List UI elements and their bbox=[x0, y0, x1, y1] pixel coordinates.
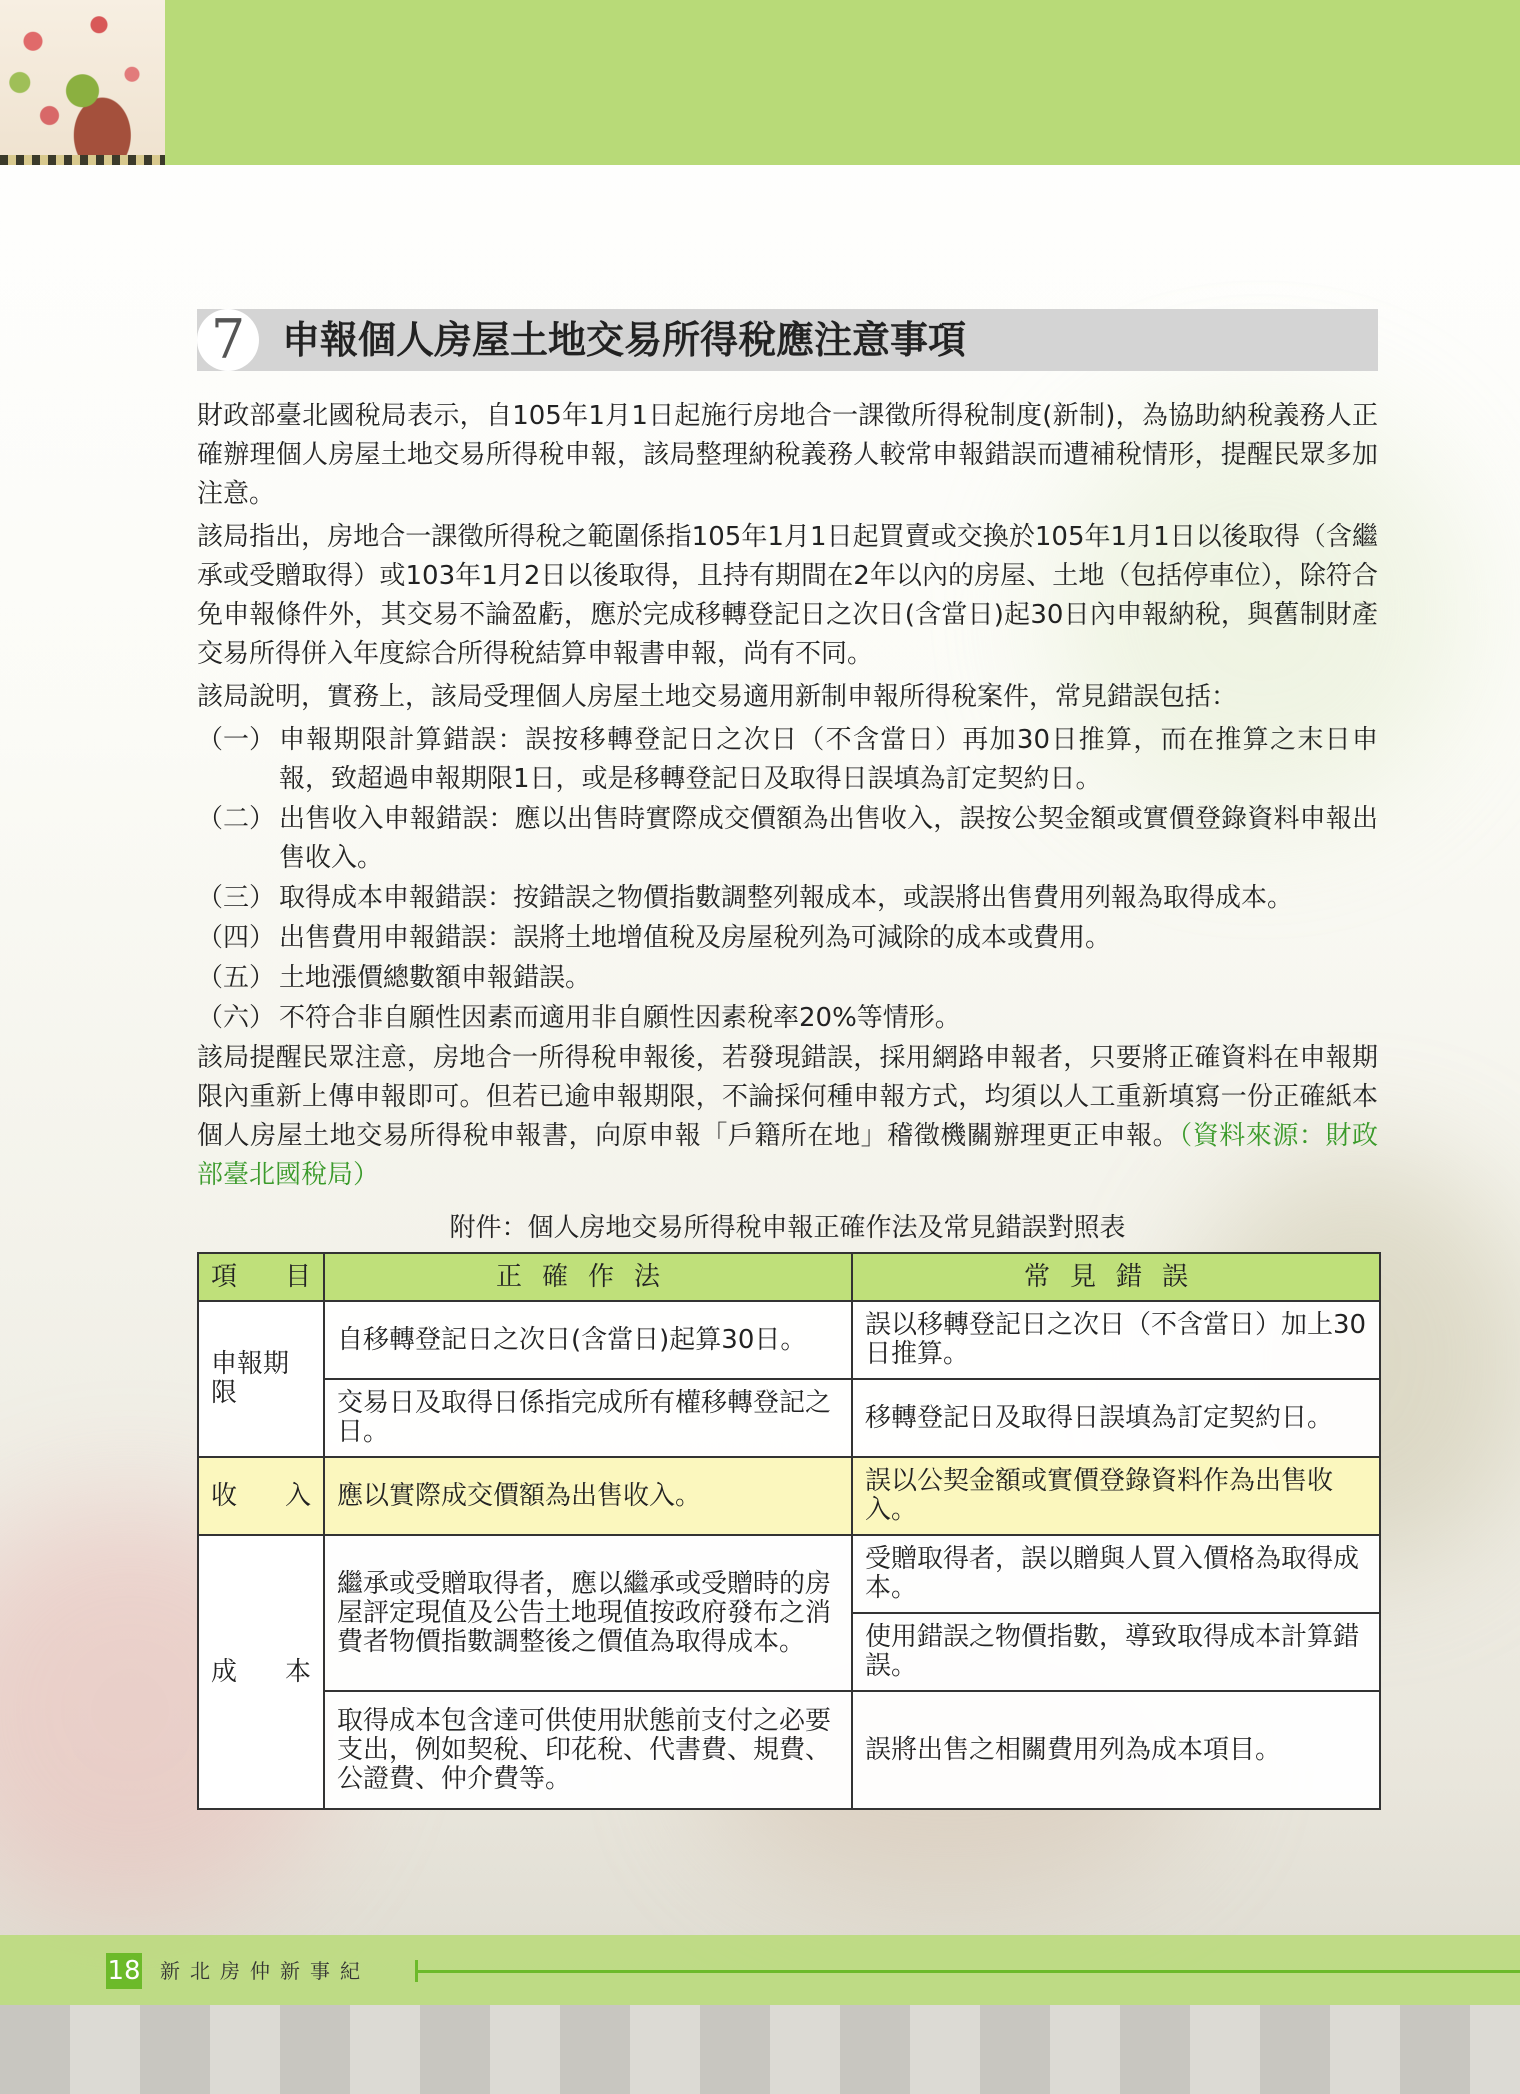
table-cell: 受贈取得者，誤以贈與人買入價格為取得成本。 bbox=[852, 1535, 1380, 1613]
table-cell: 移轉登記日及取得日誤填為訂定契約日。 bbox=[852, 1379, 1380, 1457]
table-caption: 附件：個人房地交易所得稅申報正確作法及常見錯誤對照表 bbox=[449, 1213, 1126, 1243]
list-item bbox=[197, 800, 1378, 878]
header-correct: 正確作法 bbox=[324, 1253, 852, 1301]
source-note: （資料來源：財政部臺北國稅局） bbox=[197, 1121, 1378, 1190]
category-char: 成 bbox=[211, 1656, 238, 1687]
list-number: （五） bbox=[197, 963, 276, 993]
list-number: （三） bbox=[197, 883, 276, 913]
list-text: 土地漲價總數額申報錯誤。 bbox=[279, 963, 592, 993]
flower-pot-photo bbox=[0, 0, 165, 165]
header-item: 項目 bbox=[198, 1253, 324, 1301]
table-row bbox=[198, 1379, 1380, 1457]
footer-decoration bbox=[0, 2005, 1520, 2094]
list-item bbox=[197, 959, 1378, 998]
intro-paragraph: 財政部臺北國稅局表示，自105年1月1日起施行房地合一課徵所得稅制度(新制)，為協助納稅義務人正確辦理個人房屋土地交易所得稅申報，該局整理納稅義務人較常申報錯誤而遭補稅情形，提醒民眾多加注意。 bbox=[197, 401, 1378, 509]
table-row bbox=[198, 1691, 1380, 1809]
list-text: 取得成本申報錯誤：按錯誤之物價指數調整列報成本，或誤將出售費用列報為取得成本。 bbox=[279, 883, 1294, 913]
list-number: （四） bbox=[197, 923, 276, 953]
table-row bbox=[198, 1301, 1380, 1379]
list-item bbox=[197, 721, 1378, 799]
table-header-row bbox=[198, 1253, 1380, 1301]
category-deadline: 申報期限 bbox=[198, 1301, 324, 1457]
list-text: 出售收入申報錯誤：應以出售時實際成交價額為出售收入，誤按公契金額或實價登錄資料申報出售收入。 bbox=[279, 804, 1378, 873]
list-number: （二） bbox=[197, 804, 276, 834]
table-cell: 誤以公契金額或實價登錄資料作為出售收入。 bbox=[852, 1457, 1380, 1535]
reference-table bbox=[197, 1252, 1381, 1810]
scope-paragraph: 該局指出，房地合一課徵所得稅之範圍係指105年1月1日起買賣或交換於105年1月1日以後取得（含繼承或受贈取得）或103年1月2日以後取得，且持有期間在2年以內的房屋、土地（包括停車位），除符合免申報條件外，其交易不論盈虧，應於完成移轉登記日之次日(含當日)起30日內申報納稅，與舊制財產交易所得併入年度綜合所得稅結算申報書申報，尚有不同。 bbox=[197, 522, 1378, 669]
list-number: （一） bbox=[197, 725, 276, 755]
page-number: 18 bbox=[106, 1953, 142, 1989]
header-error: 常見錯誤 bbox=[852, 1253, 1380, 1301]
category-cost bbox=[198, 1535, 324, 1809]
table-cell: 繼承或受贈取得者，應以繼承或受贈時的房屋評定現值及公告土地現值按政府發布之消費者物價指數調整後之價值為取得成本。 bbox=[324, 1535, 852, 1691]
category-income bbox=[198, 1457, 324, 1535]
table-cell: 自移轉登記日之次日(含當日)起算30日。 bbox=[324, 1301, 852, 1379]
list-number: （六） bbox=[197, 1003, 276, 1033]
list-text: 出售費用申報錯誤：誤將土地增值稅及房屋稅列為可減除的成本或費用。 bbox=[279, 923, 1112, 953]
list-item bbox=[197, 879, 1378, 918]
magazine-name: 新北房仲新事紀 bbox=[160, 1959, 370, 1983]
table-cell: 取得成本包含達可供使用狀態前支付之必要支出，例如契稅、印花稅、代書費、規費、公證費、仲介費等。 bbox=[324, 1691, 852, 1809]
category-char: 本 bbox=[284, 1656, 311, 1687]
errors-intro: 該局說明，實務上，該局受理個人房屋土地交易適用新制申報所得稅案件，常見錯誤包括： bbox=[197, 682, 1238, 712]
common-errors-list bbox=[197, 721, 1378, 1038]
closing-text: 該局提醒民眾注意，房地合一所得稅申報後，若發現錯誤，採用網路申報者，只要將正確資料在申報期限內重新上傳申報即可。但若已逾申報期限，不論採何種申報方式，均須以人工重新填寫一份正確紙本個人房屋土地交易所得稅申報書，向原申報「戶籍所在地」稽徵機關辦理更正申報。 bbox=[197, 1043, 1378, 1151]
table-cell: 交易日及取得日係指完成所有權移轉登記之日。 bbox=[324, 1379, 852, 1457]
table-cell: 應以實際成交價額為出售收入。 bbox=[324, 1457, 852, 1535]
photo-stripe bbox=[0, 155, 165, 165]
section-title: 申報個人房屋土地交易所得稅應注意事項 bbox=[282, 318, 967, 362]
table-cell: 誤將出售之相關費用列為成本項目。 bbox=[852, 1691, 1380, 1809]
table-cell: 使用錯誤之物價指數，導致取得成本計算錯誤。 bbox=[852, 1613, 1380, 1691]
list-text: 不符合非自願性因素而適用非自願性因素稅率20%等情形。 bbox=[279, 1003, 961, 1033]
table-row bbox=[198, 1457, 1380, 1535]
category-char: 收 bbox=[211, 1480, 238, 1511]
list-item bbox=[197, 919, 1378, 958]
top-banner bbox=[0, 0, 1520, 165]
section-number: 7 bbox=[197, 309, 259, 371]
list-item bbox=[197, 999, 1378, 1038]
table-row bbox=[198, 1535, 1380, 1613]
footer-line bbox=[415, 1970, 1520, 1973]
table-cell: 誤以移轉登記日之次日（不含當日）加上30日推算。 bbox=[852, 1301, 1380, 1379]
article-body bbox=[197, 397, 1378, 1199]
category-char: 入 bbox=[284, 1480, 311, 1511]
list-text: 申報期限計算錯誤：誤按移轉登記日之次日（不含當日）再加30日推算，而在推算之末日申報，致超過申報期限1日，或是移轉登記日及取得日誤填為訂定契約日。 bbox=[279, 725, 1378, 794]
closing-paragraph bbox=[197, 1039, 1378, 1195]
